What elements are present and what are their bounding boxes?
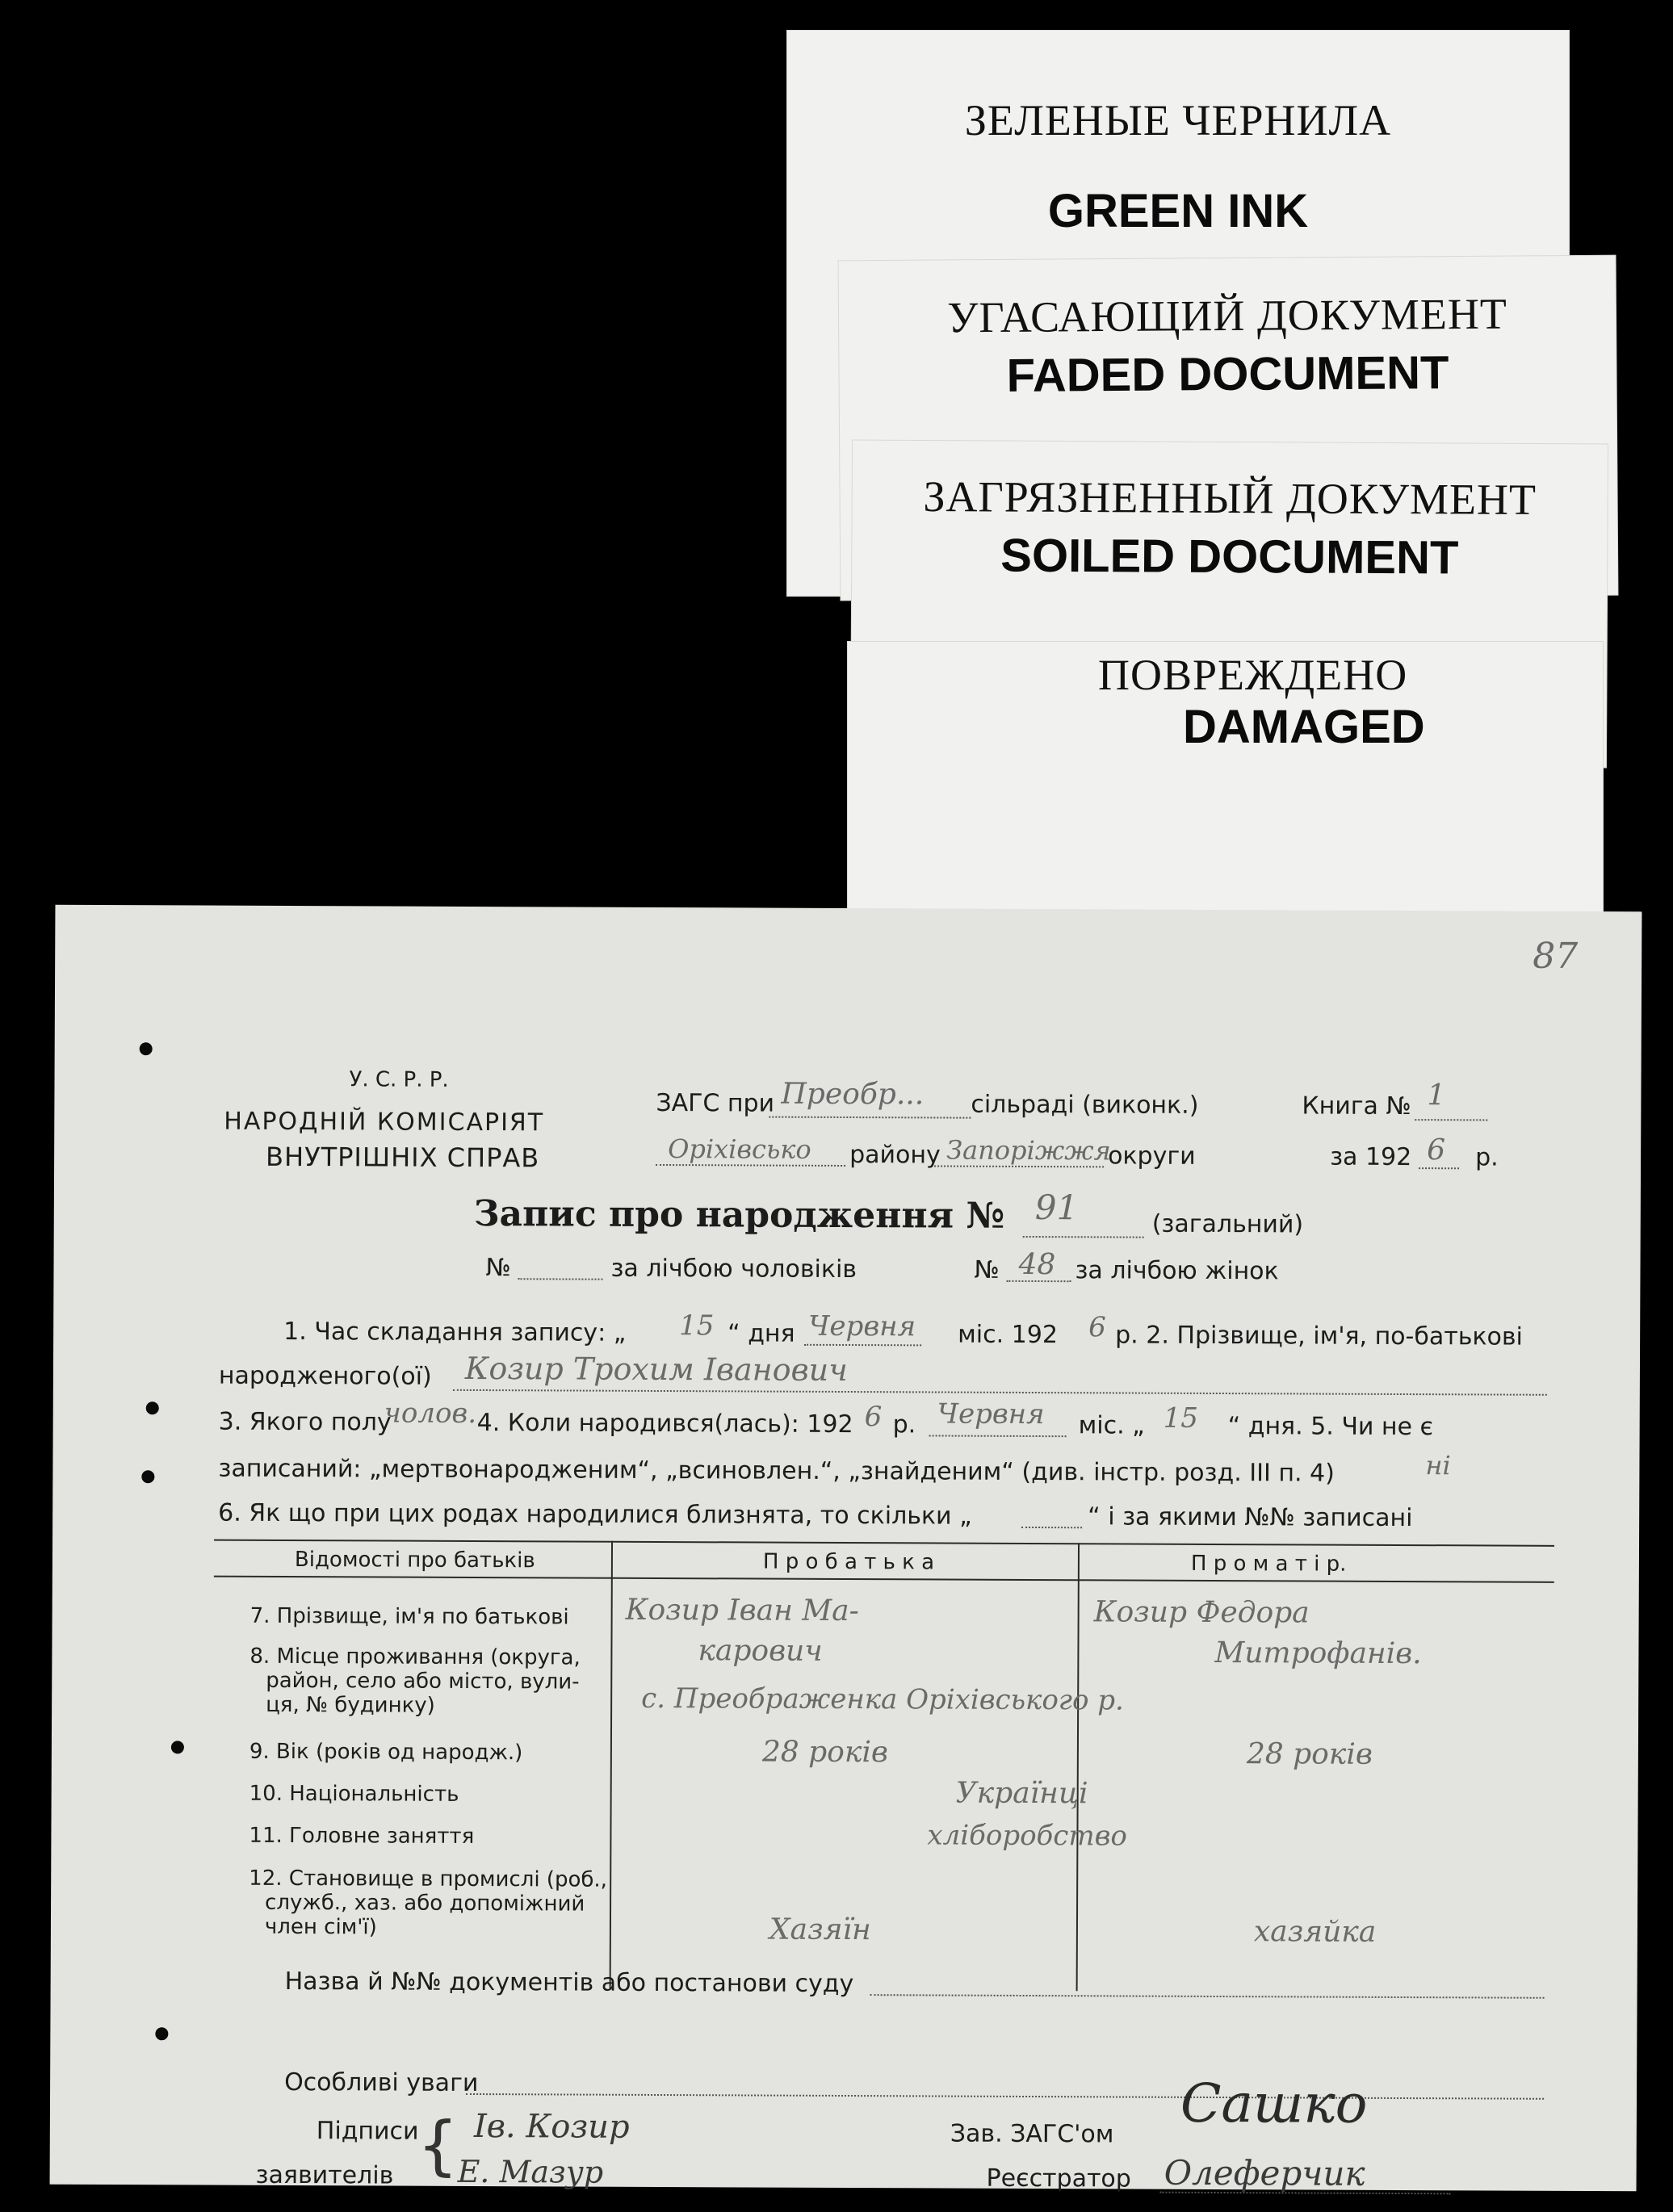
mother-name: Козир Федора bbox=[1093, 1595, 1310, 1630]
row-label-8a: 8. Місце проживання (округа, bbox=[249, 1644, 581, 1670]
row-label-12a: 12. Становище в промислі (роб., bbox=[249, 1866, 608, 1892]
silradi-label: сільраді (виконк.) bbox=[971, 1090, 1199, 1120]
usrr-heading: У. С. Р. Р. bbox=[349, 1067, 449, 1092]
page-number: 87 bbox=[1533, 935, 1579, 977]
punch-hole bbox=[140, 1042, 153, 1055]
faded-ru: УГАСАЮЩИЙ ДОКУМЕНТ bbox=[946, 289, 1508, 342]
nationality: Українці bbox=[955, 1776, 1088, 1811]
table-col-rule-1 bbox=[610, 1541, 613, 1989]
mother-age: 28 років bbox=[1246, 1737, 1373, 1771]
pidpysy-label: Підписи bbox=[316, 2117, 419, 2146]
line1-year: 6 bbox=[1088, 1311, 1106, 1344]
docs-line-label: Назва й №№ документів або постанови суду bbox=[284, 1967, 854, 1999]
record-number-line bbox=[1023, 1236, 1144, 1238]
rayonu-label: району bbox=[849, 1141, 941, 1170]
father-status: Хазяїн bbox=[769, 1912, 871, 1947]
rayon-value: Оріхівсько bbox=[668, 1133, 811, 1165]
line1-c: міс. 192 bbox=[958, 1320, 1059, 1350]
docs-line bbox=[870, 1994, 1545, 1999]
line1-month: Червня bbox=[808, 1309, 916, 1343]
za-cholovikiv-label: за лічбою чоловіків bbox=[610, 1254, 857, 1284]
residence: с. Преображенка Оріхівського р. bbox=[641, 1682, 1124, 1717]
row-label-12b: служб., хаз. або допоміжний bbox=[265, 1890, 585, 1917]
col-header-mother: П р о м а т і р. bbox=[1190, 1551, 1347, 1577]
line4-value: ні bbox=[1425, 1450, 1451, 1481]
line5-b: “ і за якими №№ записані bbox=[1088, 1502, 1413, 1533]
line3-a: 3. Якого полу bbox=[218, 1407, 392, 1437]
green-ink-en: GREEN INK bbox=[1047, 185, 1309, 237]
damaged-en: DAMAGED bbox=[1183, 701, 1425, 753]
damaged-label bbox=[848, 642, 1603, 920]
punch-hole bbox=[171, 1741, 184, 1753]
knyha-label: Книга № bbox=[1302, 1091, 1411, 1121]
green-ink-ru: ЗЕЛЕНЫЕ ЧЕРНИЛА bbox=[964, 96, 1392, 145]
signature-brace: { bbox=[417, 2107, 459, 2183]
line3-month-line bbox=[929, 1435, 1067, 1437]
row-label-7: 7. Прізвище, ім'я по батькові bbox=[249, 1603, 569, 1630]
occupation: хліборобство bbox=[927, 1819, 1127, 1853]
zav-label: Зав. ЗАГС'ом bbox=[950, 2119, 1114, 2149]
mother-name-cont: Митрофанів. bbox=[1214, 1636, 1422, 1671]
reestrator-line bbox=[1160, 2192, 1451, 2195]
row-label-11: 11. Головне заняття bbox=[249, 1823, 475, 1849]
special-label: Особливі уваги bbox=[284, 2067, 479, 2098]
zags-pri-line bbox=[769, 1116, 971, 1119]
knyha-line bbox=[1415, 1119, 1487, 1121]
row-label-10: 10. Національність bbox=[249, 1781, 459, 1807]
applicant-signature-2: Е. Мазур bbox=[457, 2153, 604, 2190]
za-zhinok-label: за лічбою жінок bbox=[1075, 1256, 1279, 1286]
line3-day: 15 bbox=[1163, 1401, 1199, 1435]
punch-hole bbox=[146, 1401, 159, 1414]
table-col-rule-2 bbox=[1076, 1543, 1080, 1991]
line3-month: Червня bbox=[937, 1397, 1045, 1431]
row-label-8c: ця, № будинку) bbox=[266, 1692, 435, 1718]
punch-hole bbox=[141, 1470, 154, 1483]
za-year-line bbox=[1419, 1167, 1459, 1169]
zahalnyi-label: (загальний) bbox=[1151, 1209, 1304, 1239]
col-header-info: Відомості про батьків bbox=[294, 1548, 535, 1573]
soiled-en: SOILED DOCUMENT bbox=[1000, 529, 1459, 584]
reestrator-signature: Олеферчик bbox=[1164, 2152, 1365, 2193]
record-number: 91 bbox=[1034, 1188, 1079, 1228]
row-label-8b: район, село або місто, вули- bbox=[266, 1668, 580, 1695]
knyha-value: 1 bbox=[1427, 1079, 1446, 1112]
line3-b: 4. Коли народився(лась): 192 bbox=[476, 1409, 853, 1439]
father-name: Козир Іван Ма- bbox=[625, 1593, 859, 1628]
no-women-value: 48 bbox=[1018, 1247, 1056, 1282]
ministry-line2: ВНУТРІШНІХ СПРАВ bbox=[266, 1141, 540, 1174]
special-line bbox=[466, 2093, 1544, 2100]
line1-d: р. 2. Прізвище, ім'я, по-батькові bbox=[1115, 1321, 1524, 1351]
zags-pri-value: Преобр... bbox=[781, 1077, 925, 1112]
okruhy-line bbox=[934, 1165, 1104, 1167]
record-title: Запис про народження № bbox=[473, 1192, 1005, 1237]
line1-month-line bbox=[804, 1344, 921, 1347]
za-year-value: 6 bbox=[1427, 1133, 1446, 1167]
zav-signature: Сашко bbox=[1180, 2072, 1368, 2135]
punch-hole bbox=[155, 2027, 168, 2040]
okruhy-value: Запоріжжя bbox=[946, 1134, 1111, 1167]
line5-count-line bbox=[1021, 1527, 1082, 1528]
col-header-father: П р о б а т ь к а bbox=[762, 1549, 935, 1575]
line3-e: “ дня. 5. Чи не є bbox=[1227, 1412, 1434, 1442]
line5-a: 6. Як що при цих родах народилися близнята, то скільки „ bbox=[218, 1498, 972, 1531]
mother-status: хазяйка bbox=[1253, 1915, 1377, 1949]
table-top-rule bbox=[214, 1540, 1554, 1547]
row-label-12c: член сім'ї) bbox=[264, 1914, 377, 1940]
zayavyteliv-label: заявителів bbox=[255, 2160, 394, 2190]
line2-line bbox=[453, 1389, 1547, 1396]
soiled-ru: ЗАГРЯЗНЕННЫЙ ДОКУМЕНТ bbox=[923, 472, 1537, 524]
applicant-signature-1: Ів. Козир bbox=[473, 2107, 630, 2146]
no-men-prefix: № bbox=[485, 1254, 511, 1283]
faded-en: FADED DOCUMENT bbox=[1006, 346, 1449, 402]
line1-day: 15 bbox=[679, 1309, 715, 1343]
row-label-9: 9. Вік (років од народж.) bbox=[249, 1739, 523, 1766]
child-name: Козир Трохим Іванович bbox=[464, 1350, 848, 1389]
line2-a: народженого(ої) bbox=[218, 1361, 432, 1391]
line4-a: записаний: „мертвонародженим“, „всиновлен.“, „знайденим“ (див. інстр. розд. III п. 4) bbox=[218, 1454, 1335, 1488]
no-men-line bbox=[518, 1278, 602, 1280]
line3-c: р. bbox=[892, 1410, 916, 1439]
table-header-rule bbox=[214, 1576, 1554, 1583]
zags-pri-label: ЗАГС при bbox=[656, 1088, 775, 1118]
rayon-line bbox=[656, 1164, 845, 1167]
okruhy-label: округи bbox=[1108, 1142, 1196, 1171]
no-women-line bbox=[1006, 1280, 1071, 1282]
father-name-cont: карович bbox=[698, 1634, 823, 1668]
line3-sex: чолов. bbox=[384, 1397, 477, 1431]
reestrator-label: Реєстратор bbox=[986, 2164, 1131, 2193]
damaged-ru: ПОВРЕЖДЕНО bbox=[1098, 651, 1408, 699]
line1-a: 1. Час складання запису: „ bbox=[283, 1317, 627, 1347]
father-age: 28 років bbox=[761, 1735, 888, 1770]
za-year-label: за 192 bbox=[1330, 1142, 1412, 1172]
no-women-prefix: № bbox=[974, 1255, 1000, 1284]
year-r: р. bbox=[1475, 1143, 1499, 1172]
ministry-line1: НАРОДНІЙ КОМІСАРІЯТ bbox=[224, 1107, 545, 1137]
line3-year: 6 bbox=[864, 1401, 883, 1434]
line3-d: міс. „ bbox=[1078, 1411, 1145, 1440]
birth-record-sheet bbox=[50, 905, 1642, 2192]
line1-b: “ дня bbox=[727, 1319, 795, 1348]
